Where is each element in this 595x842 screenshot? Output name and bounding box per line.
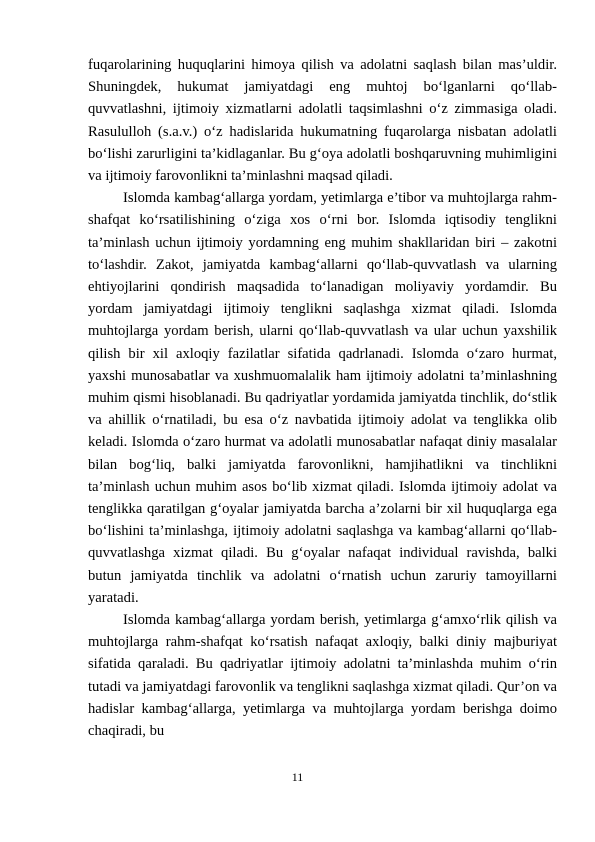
page-number: 11 [291,770,304,784]
paragraph-continued: fuqarolarining huquqlarini himoya qilish va adolatni saqlash bilan mas’uldir. Shuningdek, hukumat jamiyatdagi eng muhtoj bo‘lganlarni qo‘llab-quvvatlashni, ijtimoiy xizmatlarni adolatli taqsimlashni o‘z zimmasiga oladi. Rasululloh (s.a.v.) o‘z hadislarida hukumatning fuqarolarga nisbatan adolatli bo‘lishi zarurligini ta’kidlaganlar. Bu g‘oya adolatli boshqaruvning muhimligini va ijtimoiy farovonlikni ta’minlashni maqsad qiladi. [88,57,557,185]
body-text [88,54,557,742]
paragraph: Islomda kambag‘allarga yordam, yetimlarga e’tibor va muhtojlarga rahm-shafqat ko‘rsatilishining o‘ziga xos o‘rni bor. Islomda iqtisodiy tenglikni ta’minlash uchun ijtimoiy yordamning eng muhim shakllaridan biri – zakotni to‘lashdir. Zakot, jamiyatda kambag‘allarni qo‘llab-quvvatlash va ularning ehtiyojlarini qondirish maqsadida to‘lanadigan moliyaviy yordamdir. Bu yordam jamiyatdagi ijtimoiy tenglikni saqlashga xizmat qiladi. Islomda muhtojlarga yordam berish, ularni qo‘llab-quvvatlash va ular uchun yaxshilik qilish bir xil axloqiy fazilatlar sifatida qadrlanadi. Islomda o‘zaro hurmat, yaxshi munosabatlar va xushmuomalalik ham ijtimoiy adolatni ta’minlashning muhim qismi hisoblanadi. Bu qadriyatlar yordamida jamiyatda tinchlik, do‘stlik va ahillik o‘rnatiladi, bu esa o‘z navbatida ijtimoiy adolat va tenglikka olib keladi. Islomda o‘zaro hurmat va adolatli munosabatlar nafaqat diniy masalalar bilan bog‘liq, balki jamiyatda farovonlikni, hamjihatlikni va tinchlikni ta’minlash uchun muhim asos bo‘lib xizmat qiladi. Islomda ijtimoiy adolat va tenglikka qaratilgan g‘oyalar jamiyatda barcha a’zolarni bir xil huquqlarga ega bo‘lishini ta’minlashga, ijtimoiy adolatni saqlashga va kambag‘allarni qo‘llab-quvvatlashga xizmat qiladi. Bu g‘oyalar nafaqat individual ravishda, balki butun jamiyatda tinchlik va adolatni o‘rnatish uchun zaruriy tamoyillarni yaratadi. [88,190,557,606]
paragraph: Islomda kambag‘allarga yordam berish, yetimlarga g‘amxo‘rlik qilish va muhtojlarga rahm-shafqat ko‘rsatish nafaqat axloqiy, balki diniy majburiyat sifatida qaraladi. Bu qadriyatlar ijtimoiy adolatni ta’minlashda muhim o‘rin tutadi va jamiyatdagi farovonlik va tenglikni saqlashga xizmat qiladi. Qur’on va hadislar kambag‘allarga, yetimlarga va muhtojlarga yordam berishga doimo chaqiradi, bu [88,612,557,740]
